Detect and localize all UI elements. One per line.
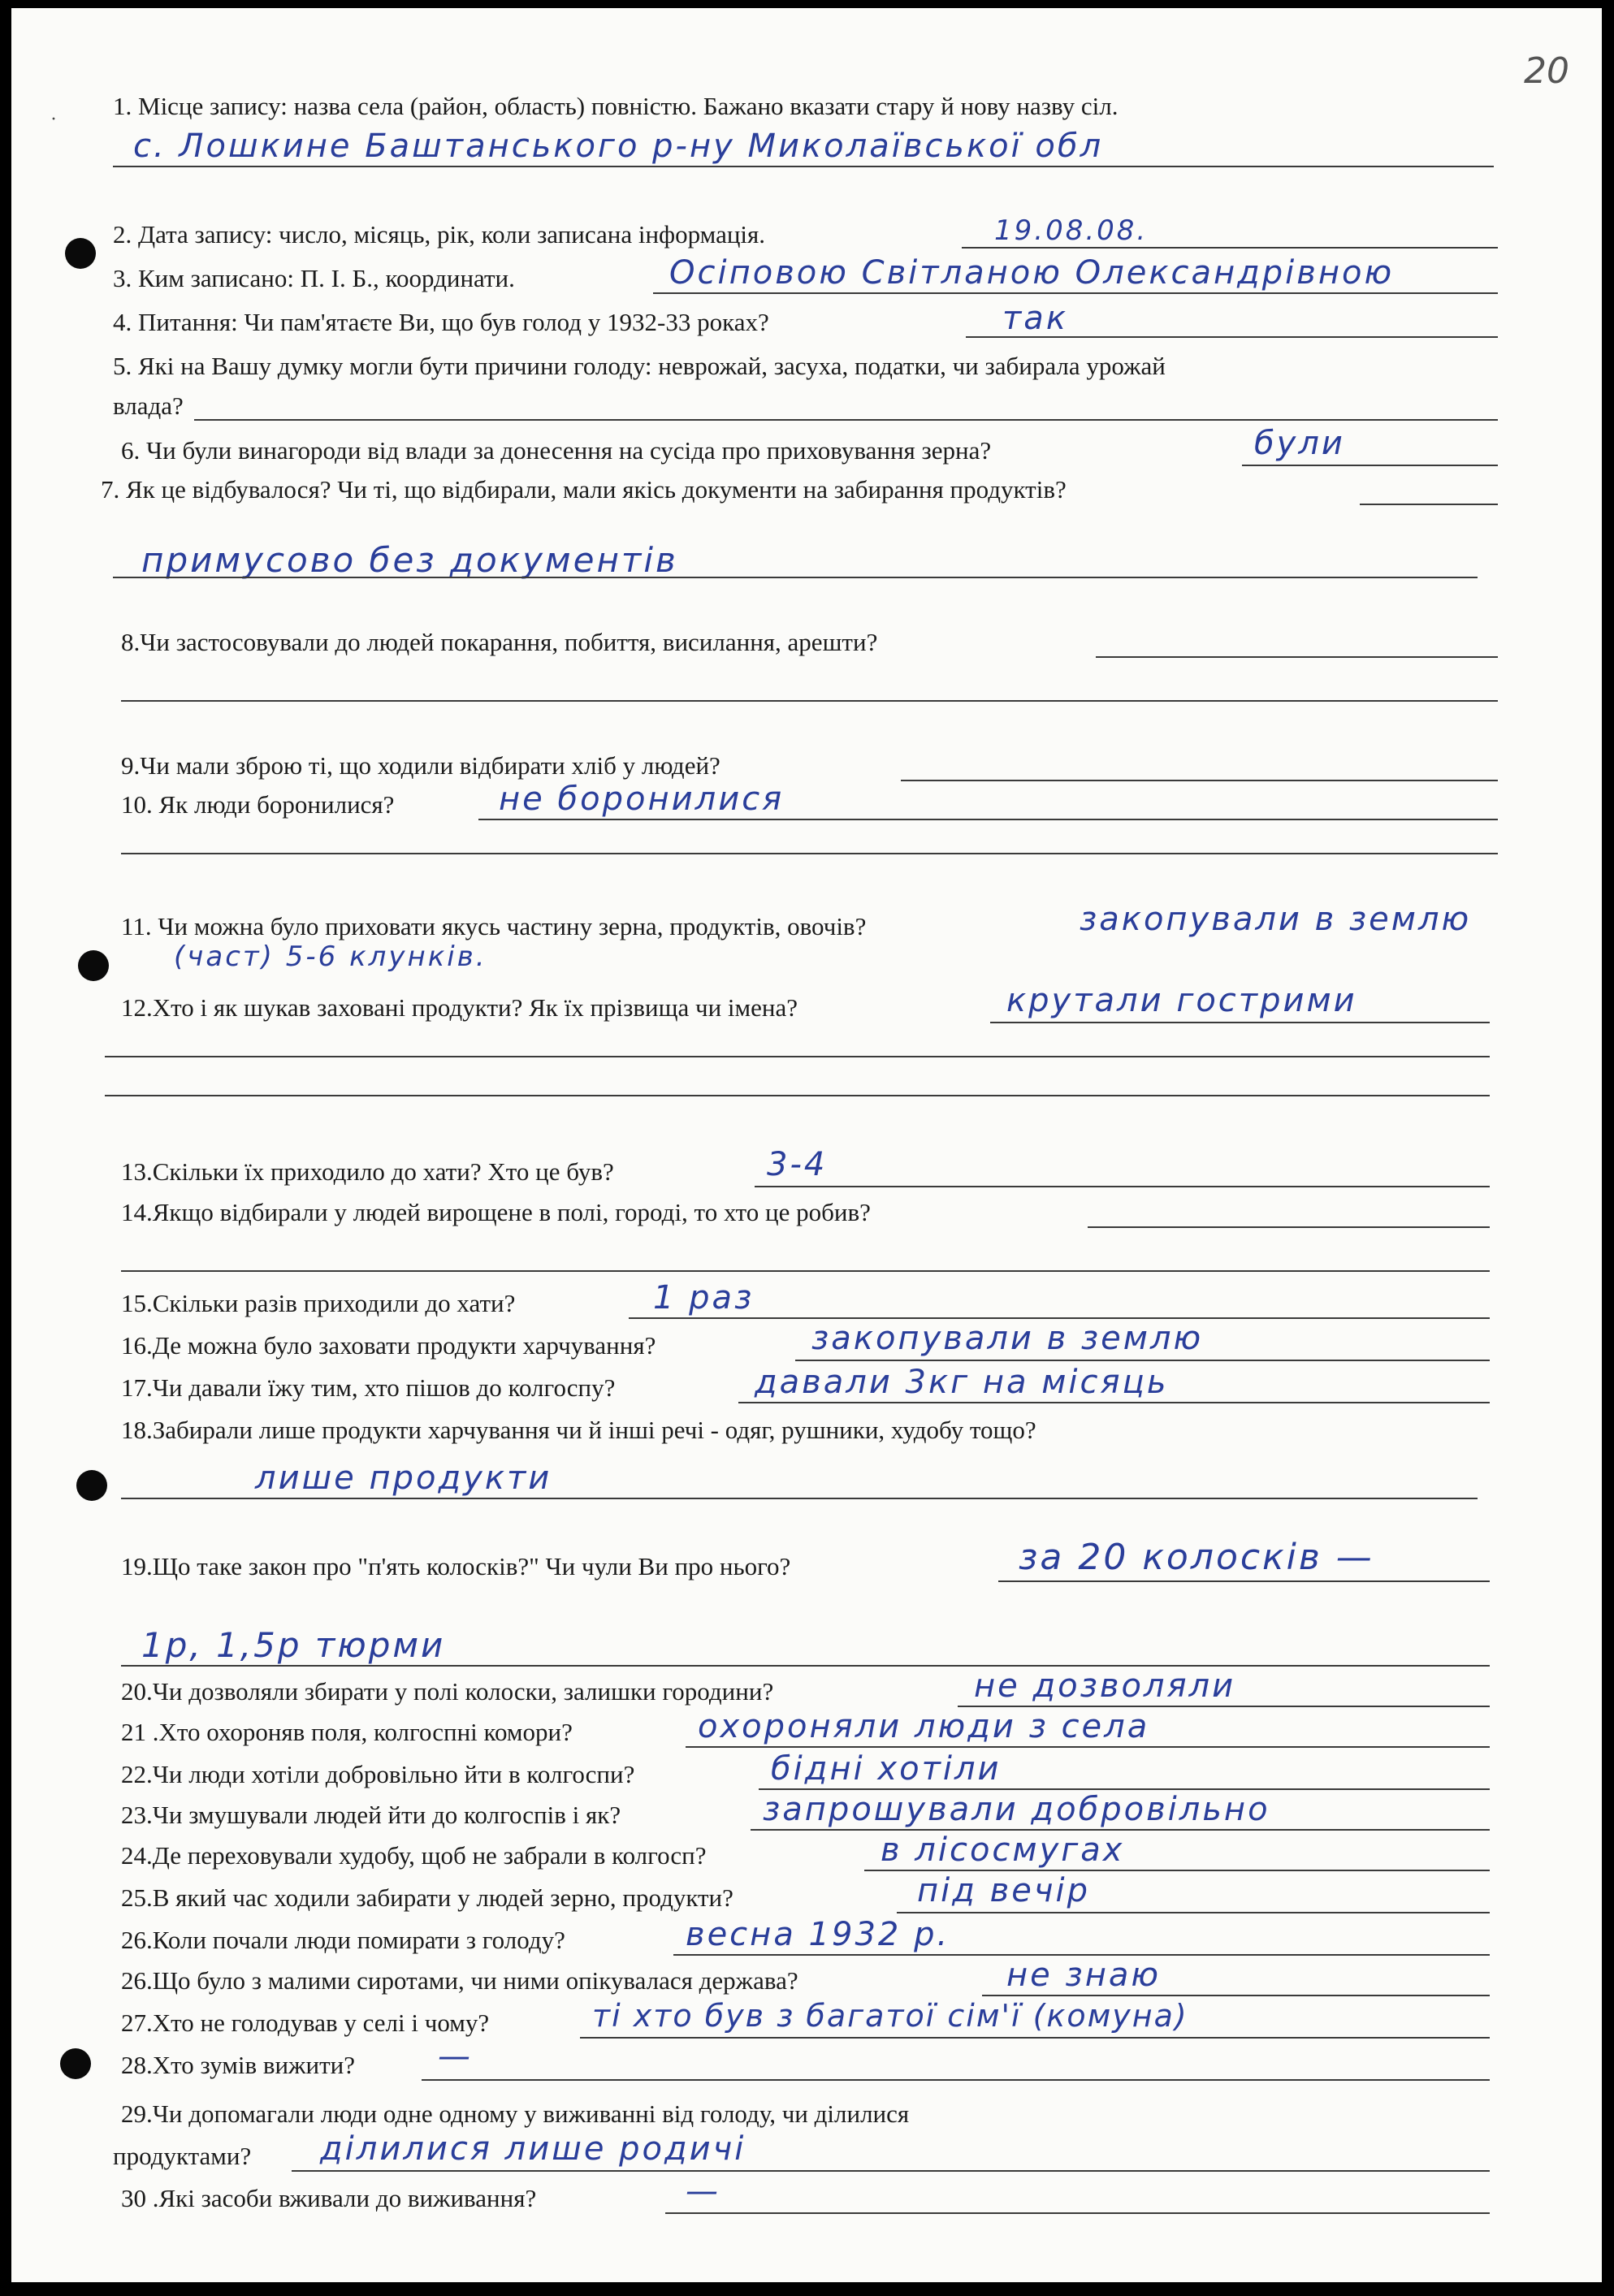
answer-line	[121, 1270, 1490, 1272]
page-number: 20	[1524, 50, 1569, 92]
answer-line	[738, 1402, 1490, 1403]
answer-line	[105, 1095, 1490, 1096]
answer-line	[958, 1706, 1490, 1707]
q17-label: 17.Чи давали їжу тим, хто пішов до колгоспу?	[121, 1373, 616, 1402]
q28-label: 28.Хто зумів вижити?	[121, 2051, 355, 2079]
q4-label: 4. Питання: Чи пам'ятаєте Ви, що був голод у 1932-33 роках?	[113, 308, 769, 336]
answer-line	[478, 819, 1498, 820]
q6-label: 6. Чи були винагороди від влади за донесення на сусіда про приховування зерна?	[121, 436, 992, 465]
q23-answer: запрошували добровільно	[763, 1791, 1270, 1828]
answer-line	[1096, 656, 1498, 658]
q28-answer: —	[438, 2038, 473, 2075]
q11-answer-cont: (част) 5-6 клунків.	[174, 940, 487, 973]
answer-line	[1360, 504, 1498, 505]
q15-label: 15.Скільки разів приходили до хати?	[121, 1289, 516, 1317]
q7-answer: примусово без документів	[141, 540, 678, 580]
q14-label: 14.Якщо відбирали у людей вирощене в полі, городі, то хто це робив?	[121, 1198, 871, 1226]
q29-answer: ділилися лише родичі	[320, 2130, 746, 2168]
q21-answer: охороняли люди з села	[698, 1708, 1150, 1745]
q20-answer: не дозволяли	[974, 1667, 1236, 1705]
answer-line	[580, 2037, 1490, 2039]
answer-line	[759, 1788, 1490, 1790]
answer-line	[982, 1995, 1490, 1996]
q19-answer: за 20 колосків —	[1019, 1537, 1374, 1578]
answer-line	[897, 1912, 1490, 1913]
q1-label: 1. Місце запису: назва села (район, область) повністю. Бажано вказати стару й нову назву сіл.	[113, 92, 1119, 120]
answer-line	[1088, 1226, 1490, 1228]
answer-line	[292, 2170, 1490, 2172]
q5-label: 5. Які на Вашу думку могли бути причини голоду: неврожай, засуха, податки, чи забирала урожай	[113, 352, 1166, 380]
answer-line	[422, 2079, 1490, 2081]
q11-answer: закопували в землю	[1080, 901, 1472, 938]
q5-label-cont: влада?	[113, 391, 184, 420]
answer-line	[795, 1360, 1490, 1361]
q10-answer: не боронилися	[499, 780, 785, 818]
q12-answer: крутали гострими	[1006, 982, 1357, 1019]
q13-answer: 3-4	[767, 1146, 828, 1183]
answer-line	[629, 1317, 1490, 1319]
answer-line	[653, 292, 1498, 294]
answer-line	[113, 577, 1478, 578]
q16-answer: закопували в землю	[811, 1320, 1204, 1357]
punch-hole	[76, 1470, 107, 1501]
answer-line	[751, 1829, 1490, 1831]
answer-line	[864, 1870, 1490, 1871]
q22-answer: бідні хотіли	[771, 1750, 1002, 1788]
answer-line	[121, 853, 1498, 854]
answer-line	[665, 2212, 1490, 2214]
q12-label: 12.Хто і як шукав заховані продукти? Як їх прізвища чи імена?	[121, 993, 798, 1022]
q26b-answer: не знаю	[1006, 1957, 1162, 1994]
q29-label: 29.Чи допомагали люди одне одному у виживанні від голоду, чи ділилися	[121, 2099, 910, 2128]
q26a-label: 26.Коли почали люди помирати з голоду?	[121, 1926, 565, 1954]
answer-line	[686, 1746, 1490, 1748]
q7-label: 7. Як це відбувалося? Чи ті, що відбирали, мали якісь документи на забирання продуктів?	[101, 475, 1067, 504]
q24-answer: в лісосмугах	[881, 1831, 1125, 1869]
q3-answer: Осіповою Світланою Олександрівною	[669, 254, 1395, 292]
q9-label: 9.Чи мали зброю ті, що ходили відбирати хліб у людей?	[121, 751, 720, 780]
answer-line	[998, 1580, 1490, 1582]
q27-answer: ті хто був з багатої сім'ї (комуна)	[592, 1998, 1188, 2034]
q19-answer-cont: 1р, 1,5р тюрми	[141, 1625, 446, 1665]
q8-label: 8.Чи застосовували до людей покарання, побиття, висилання, арешти?	[121, 628, 878, 656]
q10-label: 10. Як люди боронилися?	[121, 790, 395, 819]
q6-answer: були	[1254, 425, 1345, 462]
answer-line	[673, 1954, 1490, 1956]
q2-label: 2. Дата запису: число, місяць, рік, коли записана інформація.	[113, 220, 766, 249]
q22-label: 22.Чи люди хотіли добровільно йти в колгоспи?	[121, 1760, 635, 1788]
answer-line	[121, 1665, 1490, 1667]
q30-label: 30 .Які засоби вживали до виживання?	[121, 2184, 537, 2212]
punch-hole	[60, 2048, 91, 2079]
answer-line	[121, 1498, 1478, 1499]
questionnaire-page	[11, 8, 1602, 2282]
q1-answer: с. Лошкине Баштанського р-ну Миколаївської обл	[133, 128, 1104, 165]
q17-answer: давали 3кг на місяць	[755, 1364, 1169, 1401]
answer-line	[105, 1056, 1490, 1057]
q18-label: 18.Забирали лише продукти харчування чи й інші речі - одяг, рушники, худобу тощо?	[121, 1416, 1036, 1444]
q29-label-cont: продуктами?	[113, 2142, 252, 2170]
answer-line	[901, 780, 1498, 781]
q26b-label: 26.Що було з малими сиротами, чи ними опікувалася держава?	[121, 1966, 798, 1995]
q27-label: 27.Хто не голодував у селі і чому?	[121, 2008, 490, 2037]
q13-label: 13.Скільки їх приходило до хати? Хто це був?	[121, 1157, 614, 1186]
q16-label: 16.Де можна було заховати продукти харчування?	[121, 1331, 656, 1360]
answer-line	[1242, 465, 1498, 466]
q15-answer: 1 раз	[653, 1279, 755, 1317]
q11-label: 11. Чи можна було приховати якусь частину зерна, продуктів, овочів?	[121, 912, 867, 940]
q20-label: 20.Чи дозволяли збирати у полі колоски, залишки городини?	[121, 1677, 774, 1706]
answer-line	[966, 336, 1498, 338]
q3-label: 3. Ким записано: П. І. Б., координати.	[113, 264, 515, 292]
margin-mark: ·	[50, 109, 57, 130]
answer-line	[990, 1022, 1490, 1023]
answer-line	[194, 419, 1498, 421]
q18-answer: лише продукти	[255, 1459, 552, 1497]
q19-label: 19.Що таке закон про "п'ять колосків?" Чи чули Ви про нього?	[121, 1552, 791, 1580]
q26a-answer: весна 1932 р.	[686, 1916, 950, 1953]
answer-line	[121, 700, 1498, 702]
punch-hole	[78, 950, 109, 981]
answer-line	[113, 166, 1494, 167]
q2-answer: 19.08.08.	[994, 214, 1149, 247]
q25-label: 25.В який час ходили забирати у людей зерно, продукти?	[121, 1883, 733, 1912]
q21-label: 21 .Хто охороняв поля, колгоспні комори?	[121, 1718, 573, 1746]
q25-answer: під вечір	[917, 1872, 1090, 1909]
q30-answer: —	[686, 2173, 720, 2210]
answer-line	[755, 1186, 1490, 1187]
answer-line	[962, 247, 1498, 249]
punch-hole	[65, 238, 96, 269]
q24-label: 24.Де переховували худобу, щоб не забрали в колгосп?	[121, 1841, 707, 1870]
q23-label: 23.Чи змушували людей йти до колгоспів і як?	[121, 1801, 621, 1829]
q4-answer: так	[1002, 300, 1068, 337]
